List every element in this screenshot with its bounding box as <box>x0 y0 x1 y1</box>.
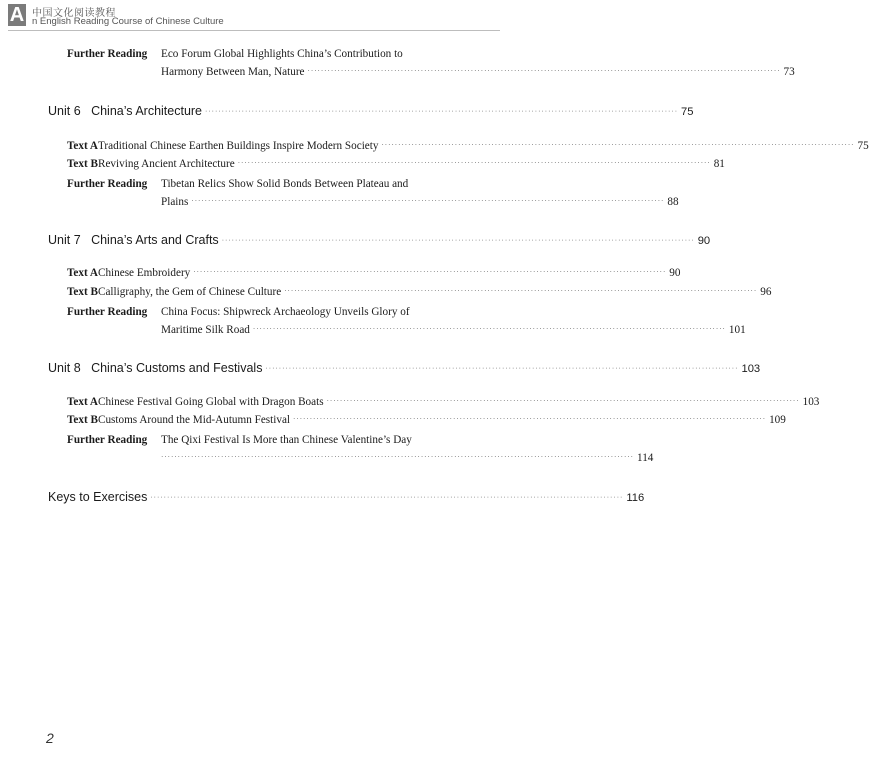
entry-title: China Focus: Shipwreck Archaeology Unveils Glory of <box>161 306 410 318</box>
dot-leader: ·············································································································································· <box>237 159 711 167</box>
entry-label: Further Reading <box>67 48 148 60</box>
dot-leader: ·············································································································································· <box>191 197 665 205</box>
entry-title: Plains <box>161 196 189 208</box>
dot-leader: ·············································································································································· <box>293 415 767 423</box>
book-logo: A <box>9 4 25 26</box>
toc-keys-to-exercises[interactable] <box>48 490 645 504</box>
dot-leader: ·············································································································································· <box>193 268 667 276</box>
entry-label: Text B <box>67 286 98 298</box>
dot-leader: ·············································································································································· <box>161 453 635 461</box>
header-rule <box>8 30 500 31</box>
page-number: 88 <box>667 196 679 208</box>
toc-entry-unit5-further-line1 <box>67 48 445 60</box>
entry-label: Further Reading <box>67 306 148 318</box>
dot-leader: ·············································································································································· <box>307 67 781 75</box>
toc-entry-unit8-text-b[interactable] <box>67 414 786 426</box>
header-title-chinese: 中国文化阅读教程 <box>32 8 116 19</box>
toc-entry-unit8-text-a[interactable] <box>67 396 820 408</box>
page-number: 75 <box>857 140 869 152</box>
toc-entry-unit6-further-line2[interactable] <box>161 196 679 208</box>
toc-entry-unit6-further-line1 <box>67 178 445 190</box>
entry-label: Text A <box>67 267 98 279</box>
entry-label: Text A <box>67 140 98 152</box>
page-number: 96 <box>760 286 772 298</box>
dot-leader: ·············································································································································· <box>205 108 679 115</box>
entry-title: The Qixi Festival Is More than Chinese Valentine’s Day <box>161 434 412 446</box>
page-number: 103 <box>802 396 820 408</box>
entry-title: Tibetan Relics Show Solid Bonds Between Plateau and <box>161 178 409 190</box>
entry-title: Chinese Festival Going Global with Dragon Boats <box>97 396 324 408</box>
page-number: 109 <box>769 414 786 426</box>
page-number: 103 <box>741 363 761 375</box>
running-header <box>8 2 268 28</box>
dot-leader: ·············································································································································· <box>284 287 758 295</box>
unit-title: Unit 7 China’s Arts and Crafts <box>48 233 219 247</box>
entry-label: Text B <box>67 414 98 426</box>
entry-label: Further Reading <box>67 434 148 446</box>
unit-title: Unit 6 China’s Architecture <box>48 104 203 118</box>
entry-title: Reviving Ancient Architecture <box>97 158 235 170</box>
entry-label: Text B <box>67 158 98 170</box>
entry-title: Harmony Between Man, Nature <box>161 66 305 78</box>
entry-title: Chinese Embroidery <box>97 267 191 279</box>
dot-leader: ·············································································································································· <box>252 325 726 333</box>
toc-entry-unit5-further-line2[interactable] <box>161 66 795 78</box>
toc-unit-6-heading[interactable] <box>48 104 694 118</box>
toc-entry-unit8-further-line1 <box>67 434 445 446</box>
page-number: 73 <box>783 66 795 78</box>
dot-leader: ·············································································································································· <box>150 494 624 501</box>
page-number: 114 <box>637 452 654 464</box>
page-number: 101 <box>728 324 746 336</box>
toc-unit-7-heading[interactable] <box>48 233 711 247</box>
entry-title: Traditional Chinese Earthen Buildings Inspire Modern Society <box>97 140 379 152</box>
toc-entry-unit6-text-a[interactable] <box>67 140 869 152</box>
entry-label: Further Reading <box>67 178 148 190</box>
dot-leader: ·············································································································································· <box>265 365 739 372</box>
toc-unit-8-heading[interactable] <box>48 361 761 375</box>
page-number: 90 <box>669 267 681 279</box>
toc-entry-unit7-text-b[interactable] <box>67 286 772 298</box>
dot-leader: ·············································································································································· <box>381 141 855 149</box>
toc-entry-unit7-further-line2[interactable] <box>161 324 746 336</box>
toc-entry-unit6-text-b[interactable] <box>67 158 725 170</box>
header-title-english: n English Reading Course of Chinese Culture <box>32 16 224 27</box>
entry-title: Calligraphy, the Gem of Chinese Culture <box>97 286 282 298</box>
toc-entry-unit8-further-line2[interactable] <box>161 452 654 464</box>
page-number: 90 <box>697 235 711 247</box>
unit-title: Unit 8 China’s Customs and Festivals <box>48 361 263 375</box>
page-folio: 2 <box>46 730 54 746</box>
entry-title: Eco Forum Global Highlights China’s Contribution to <box>161 48 403 60</box>
keys-title: Keys to Exercises <box>48 490 148 504</box>
page-number: 75 <box>681 106 694 118</box>
dot-leader: ·············································································································································· <box>221 237 695 244</box>
page-number: 116 <box>626 492 645 504</box>
page-number: 81 <box>713 158 725 170</box>
entry-title: Maritime Silk Road <box>161 324 250 336</box>
entry-title: Customs Around the Mid-Autumn Festival <box>97 414 291 426</box>
entry-label: Text A <box>67 396 98 408</box>
toc-entry-unit7-text-a[interactable] <box>67 267 681 279</box>
dot-leader: ·············································································································································· <box>326 397 800 405</box>
toc-entry-unit7-further-line1 <box>67 306 445 318</box>
